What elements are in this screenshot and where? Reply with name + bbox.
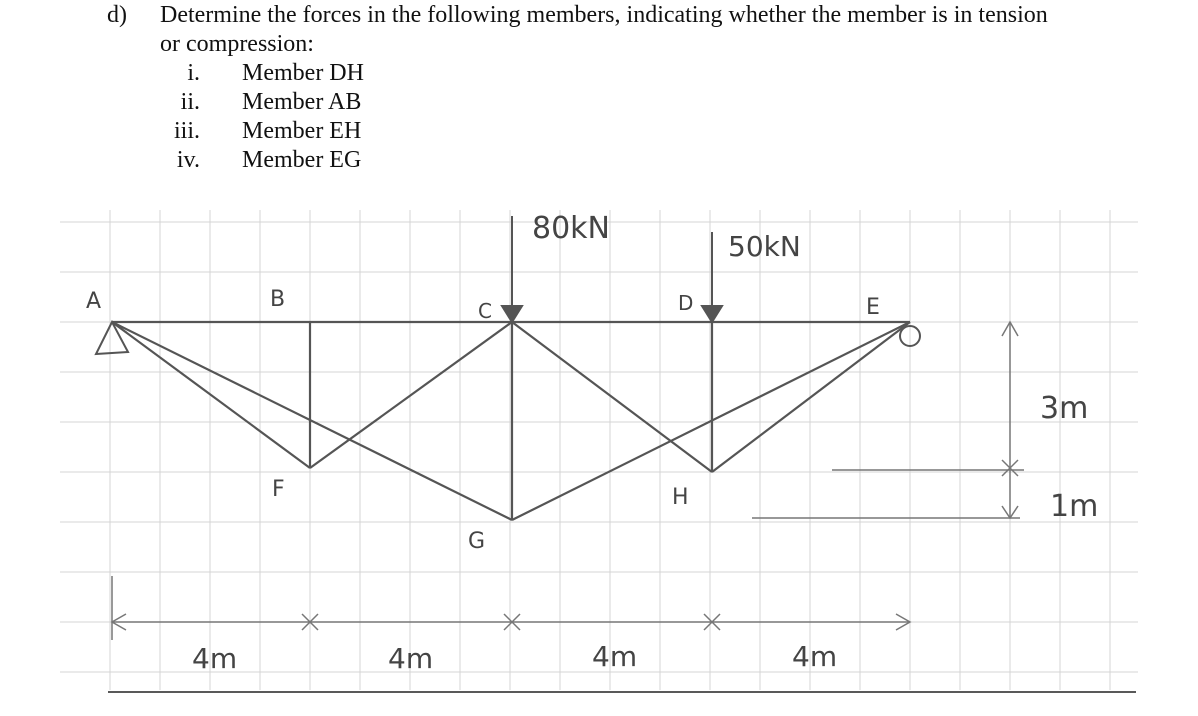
member-FC [310,322,512,468]
item-number: i. [187,60,200,86]
member-CH [512,322,712,472]
node-labels [86,287,880,554]
node-label-C: C [478,299,492,323]
dim-label-v2: 1m [1050,489,1099,524]
item-text: Member EH [242,118,362,144]
member-HE [712,322,910,472]
vertical-dimension-line [752,322,1024,518]
node-label-G: G [468,529,486,554]
item-number: iv. [176,147,200,173]
item-text: Member DH [242,60,364,86]
dim-label-h4: 4m [792,640,838,673]
horizontal-dimension-line [112,576,910,640]
node-label-H: H [672,485,689,510]
truss-members [112,322,910,520]
dimension-labels [192,391,1098,675]
question-text-line2: or compression: [160,31,314,57]
dim-label-h1: 4m [192,642,238,675]
node-label-F: F [272,477,285,502]
load-label-80kN: 80kN [532,211,610,246]
dim-label-h2: 4m [388,642,434,675]
node-label-D: D [678,291,694,315]
item-text: Member AB [242,89,362,115]
item-text: Member EG [242,147,362,173]
load-arrow-50kN [702,232,722,322]
load-label-50kN: 50kN [728,230,801,263]
member-AG [112,322,512,520]
question-text-line1: Determine the forces in the following members, indicating whether the member is in tension [160,2,1048,28]
item-number: ii. [180,89,200,115]
member-AF [112,322,310,468]
node-label-E: E [866,295,880,320]
dim-label-v1: 3m [1040,391,1089,426]
node-label-B: B [270,287,286,312]
node-label-A: A [86,289,102,314]
item-number: iii. [173,118,200,144]
grid-paper [60,210,1138,690]
load-arrow-80kN [502,216,522,322]
question-label: d) [107,2,127,28]
dim-label-h3: 4m [592,640,638,673]
